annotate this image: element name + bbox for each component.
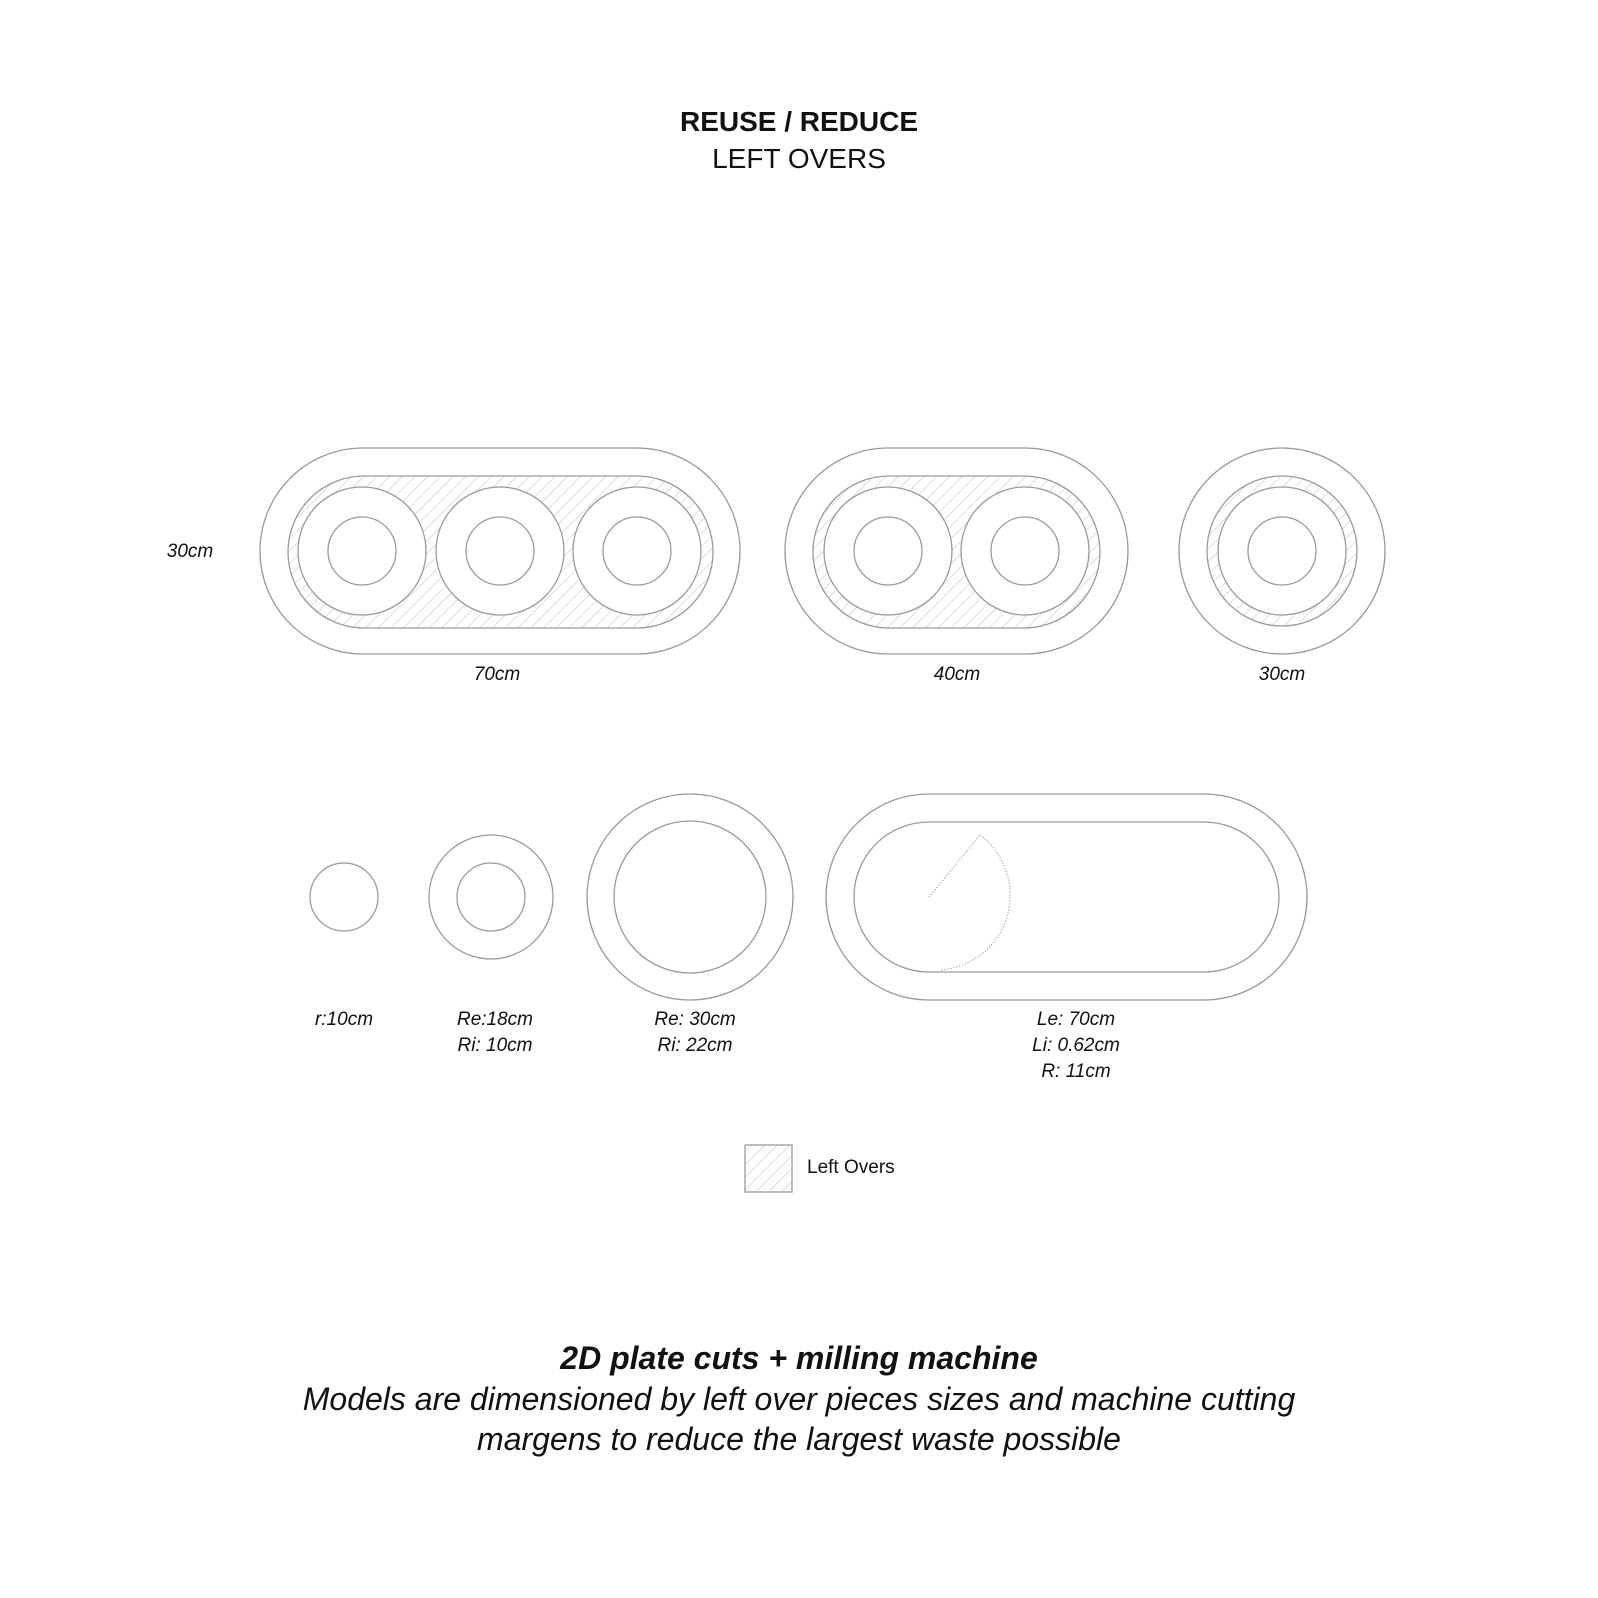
- footer-title: 2D plate cuts + milling machine: [560, 1340, 1038, 1376]
- disc-r10: [310, 863, 378, 931]
- disc-r10-outline: [310, 863, 378, 931]
- footer-line-1: Models are dimensioned by left over pieces sizes and machine cutting: [302, 1381, 1296, 1417]
- label-stadium-frame-line-1: Le: 70cm: [1036, 1009, 1116, 1030]
- piece-70cm-ring-2: [436, 487, 564, 615]
- stadium-frame-radius-arc: [940, 835, 1010, 970]
- label-stadium-frame-line-3: R: 11cm: [1041, 1061, 1111, 1082]
- stadium-frame: [826, 794, 1307, 1000]
- piece-30cm-ring: [1218, 487, 1346, 615]
- ring-re18: [429, 835, 553, 959]
- width-label-70cm: 70cm: [473, 664, 521, 685]
- label-ring-re30: [635, 1007, 755, 1059]
- ring-re30-inner: [614, 821, 766, 973]
- width-label-30cm: 30cm: [1258, 664, 1306, 685]
- label-ring-re30-line-1: Re: 30cm: [654, 1009, 736, 1030]
- label-ring-re18: [440, 1007, 550, 1059]
- legend-label: Left Overs: [807, 1157, 895, 1178]
- stadium-frame-radius-line: [929, 835, 980, 897]
- height-label: 30cm: [166, 541, 214, 562]
- label-ring-re18-line-2: Ri: 10cm: [457, 1035, 533, 1056]
- piece-70cm-ring-3: [573, 487, 701, 615]
- piece-30cm: [1179, 448, 1385, 654]
- legend-swatch: [745, 1145, 792, 1192]
- ring-re30-outer: [587, 794, 793, 1000]
- piece-70cm-ring-1: [298, 487, 426, 615]
- footer-line-2: margens to reduce the largest waste possible: [477, 1421, 1121, 1457]
- label-ring-re30-line-2: Ri: 22cm: [657, 1035, 733, 1056]
- stadium-frame-inner: [854, 822, 1279, 972]
- page-subtitle: LEFT OVERS: [712, 143, 886, 174]
- piece-40cm-ring-1: [824, 487, 952, 615]
- label-stadium-frame-line-2: Li: 0.62cm: [1032, 1035, 1120, 1056]
- width-label-40cm: 40cm: [933, 664, 981, 685]
- piece-40cm: [785, 448, 1128, 654]
- label-disc-r10: [294, 1007, 394, 1033]
- piece-40cm-ring-2: [961, 487, 1089, 615]
- stadium-frame-outer: [826, 794, 1307, 1000]
- ring-re30: [587, 794, 793, 1000]
- ring-re18-outer: [429, 835, 553, 959]
- piece-70cm: [260, 448, 740, 654]
- page-title: REUSE / REDUCE: [679, 106, 919, 137]
- label-disc-r10-line-1: r:10cm: [314, 1009, 374, 1030]
- label-ring-re18-line-1: Re:18cm: [456, 1009, 534, 1030]
- ring-re18-inner: [457, 863, 525, 931]
- label-stadium-frame: [1006, 1007, 1146, 1085]
